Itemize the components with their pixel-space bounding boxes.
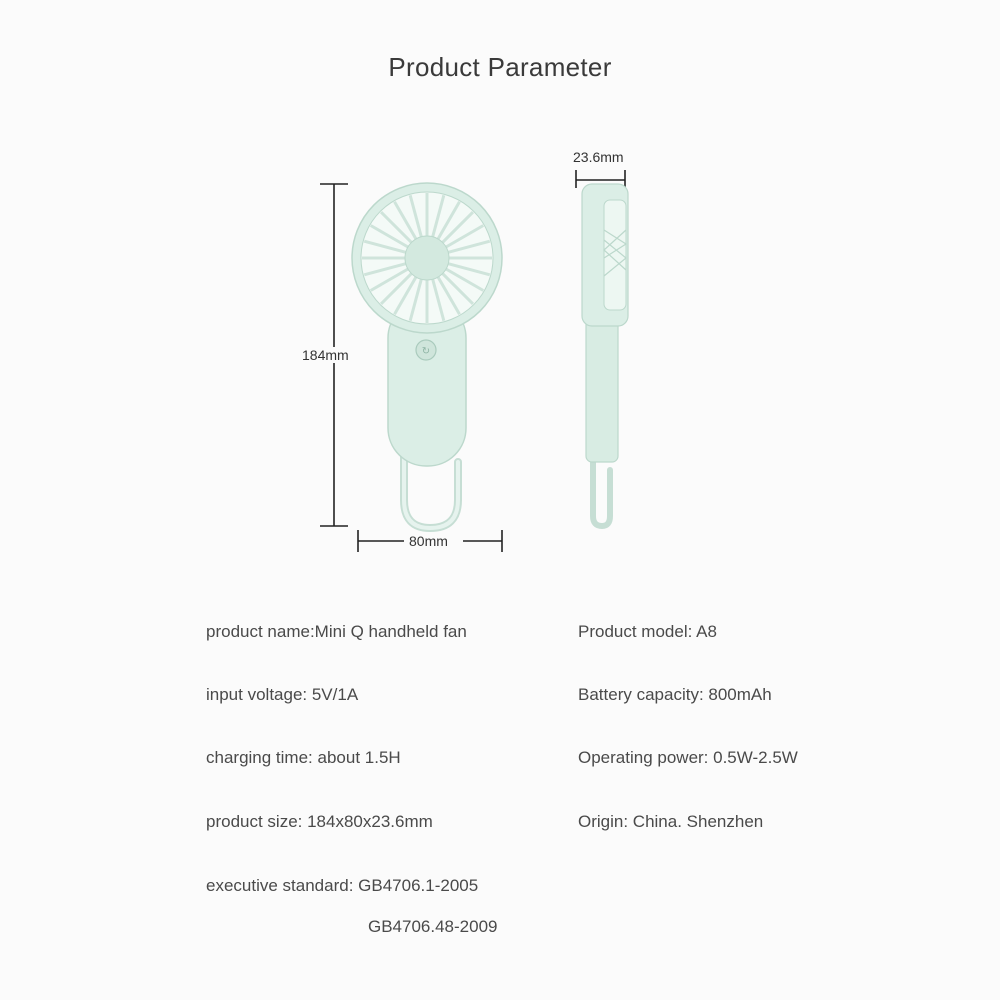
- spec-origin: Origin: China. Shenzhen: [578, 812, 764, 831]
- spec-operating-power: Operating power: 0.5W-2.5W: [578, 748, 798, 767]
- spec-battery-capacity: Battery capacity: 800mAh: [578, 685, 772, 704]
- spec-product-size: product size: 184x80x23.6mm: [206, 812, 433, 831]
- spec-product-name: product name:Mini Q handheld fan: [206, 622, 467, 641]
- fan-front-view: [352, 183, 502, 528]
- spec-executive-standard: executive standard: GB4706.1-2005: [206, 876, 479, 895]
- spec-input-voltage: input voltage: 5V/1A: [206, 685, 359, 704]
- depth-dimension-label: 23.6mm: [573, 149, 624, 165]
- spec-charging-time: charging time: about 1.5H: [206, 748, 401, 767]
- spec-executive-standard-2: GB4706.48-2009: [368, 917, 498, 936]
- spec-product-model: Product model: A8: [578, 622, 717, 641]
- power-button-icon: [416, 340, 436, 360]
- svg-text:↻: ↻: [421, 346, 431, 357]
- fan-hub: [405, 236, 449, 280]
- fan-side-view: [582, 184, 628, 526]
- width-dimension-label: 80mm: [409, 533, 448, 549]
- page-title: Product Parameter: [388, 52, 612, 82]
- height-dimension-label: 184mm: [302, 347, 349, 363]
